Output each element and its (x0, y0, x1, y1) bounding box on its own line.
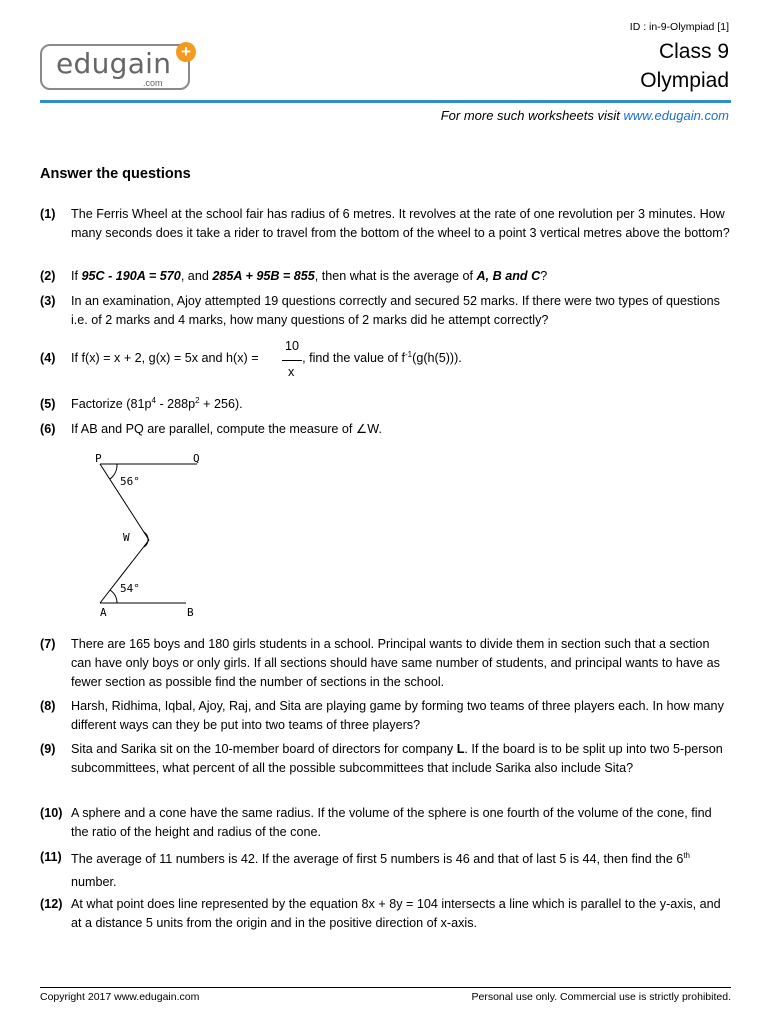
question-5 (40, 395, 732, 414)
fraction-denominator: x (288, 365, 295, 379)
parallel-lines-diagram (90, 450, 220, 622)
logo-plus-icon: + (176, 42, 196, 62)
header-divider (40, 100, 731, 103)
question-12 (40, 895, 732, 933)
footer-divider (40, 987, 731, 988)
label-b: B (187, 606, 194, 619)
question-text: The average of 11 numbers is 42. If the average of first 5 numbers is 46 and that of last 5 is 44, then find the 6th number. (71, 851, 690, 889)
question-number: (6) (40, 422, 56, 436)
question-text: In an examination, Ajoy attempted 19 questions correctly and secured 52 marks. If there were two types of questions i.e. of 2 marks and 4 marks, how many questions of 2 marks did he attempt correctly? (71, 294, 720, 327)
angle-arc-w (144, 532, 148, 547)
angle-top-label: 56° (120, 475, 140, 488)
question-10 (40, 804, 732, 842)
question-1 (40, 205, 732, 243)
question-number: (11) (40, 850, 62, 864)
question-number: (1) (40, 207, 56, 221)
angle-arc-bottom (110, 590, 117, 603)
question-number: (3) (40, 294, 56, 308)
question-text: At what point does line represented by the equation 8x + 8y = 104 intersects a line which is parallel to the y-axis, and at a distance 5 units from the origin and in the positive direction of x-axis. (71, 897, 721, 930)
visit-text: For more such worksheets visit (440, 108, 624, 123)
question-text: A sphere and a cone have the same radius. If the volume of the sphere is one fourth of the volume of the cone, find the ratio of the height and radius of the cone. (71, 806, 712, 839)
angle-arc-top (110, 464, 117, 479)
fraction-numerator: 10 (285, 339, 300, 353)
logo-suffix: .com (143, 78, 163, 88)
question-number: (7) (40, 637, 56, 651)
label-p: P (95, 452, 102, 465)
question-number: (5) (40, 397, 56, 411)
question-8 (40, 697, 732, 735)
class-label: Class 9 (658, 40, 729, 63)
question-number: (4) (40, 351, 56, 365)
question-text: Sita and Sarika sit on the 10-member board of directors for company L. If the board is to be split up into two 5-person subcommittees, what percent of all the possible subcommittees that include Sarika also include Sita? (71, 742, 723, 775)
question-9 (40, 740, 732, 778)
footer-copyright: Copyright 2017 www.edugain.com (40, 991, 200, 1003)
question-number: (12) (40, 897, 63, 911)
logo-text: edugain (56, 47, 172, 80)
question-11 (40, 848, 732, 894)
subject-label: Olympiad (640, 69, 729, 92)
section-heading: Answer the questions (40, 166, 191, 182)
question-4 (40, 349, 732, 368)
footer-notice: Personal use only. Commercial use is strictly prohibited. (471, 991, 731, 1003)
visit-link[interactable]: www.edugain.com (623, 108, 729, 123)
question-text: The Ferris Wheel at the school fair has radius of 6 metres. It revolves at the rate of one revolution per 3 minutes. How many seconds does it take a rider to travel from the bottom of the wheel to a point 3 vertical metres above the bottom? (71, 207, 730, 240)
question-7 (40, 635, 732, 692)
question-number: (2) (40, 269, 56, 283)
question-text: If 95C - 190A = 570, and 285A + 95B = 855, then what is the average of A, B and C? (71, 269, 548, 283)
question-text: There are 165 boys and 180 girls students in a school. Principal wants to divide them in section such that a section can have only boys or only girls. If all sections should have same number of students, and principal wants to have as fewer section as possible find the number of sections in the school. (71, 637, 720, 689)
label-q: Q (193, 452, 200, 465)
label-w: W (123, 531, 130, 544)
document-id: ID : in-9-Olympiad [1] (629, 21, 729, 33)
angle-bottom-label: 54° (120, 582, 140, 595)
question-number: (9) (40, 742, 56, 756)
question-number: (10) (40, 806, 63, 820)
fraction-bar (282, 360, 302, 361)
visit-note (441, 108, 729, 123)
question-text: Harsh, Ridhima, Iqbal, Ajoy, Raj, and Sita are playing game by forming two teams of three players each. In how many different ways can they be put into two teams of three players? (71, 699, 724, 732)
question-3 (40, 292, 732, 330)
question-6 (40, 420, 732, 439)
question-text: If AB and PQ are parallel, compute the measure of ∠W. (71, 422, 382, 436)
question-text: Factorize $(81p^4 - 288p^2 + 256)$. (71, 396, 243, 411)
question-text: If f(x) = x + 2, g(x) = 5x and h(x) = , find the value of $f^{-1}(g(h(5)))$. (71, 350, 462, 365)
question-number: (8) (40, 699, 56, 713)
label-a: A (100, 606, 107, 619)
question-2 (40, 267, 732, 286)
